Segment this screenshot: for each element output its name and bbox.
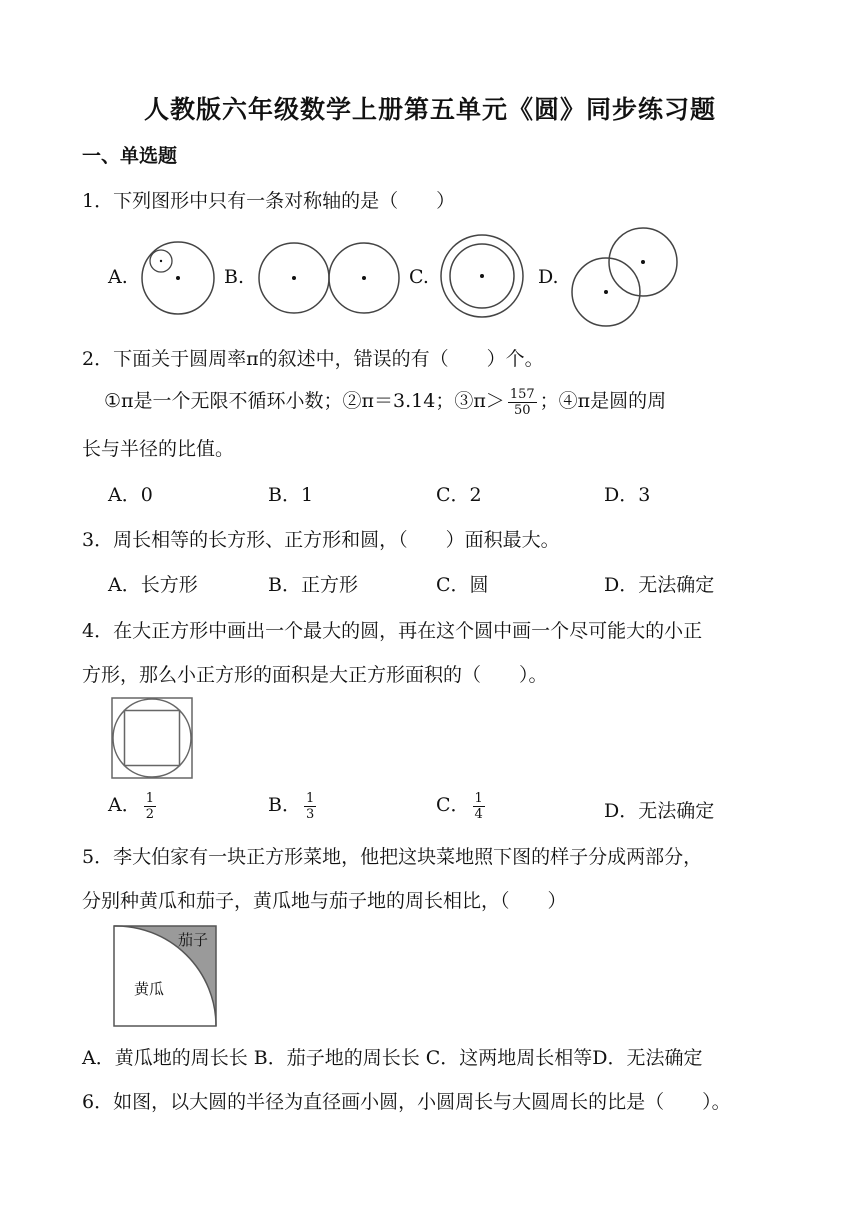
q6-stem: 6．如图，以大圆的半径为直径画小圆，小圆周长与大圆周长的比是（ ）。: [82, 1091, 731, 1113]
q2-fraction: [508, 387, 537, 418]
q3-option-b: B．正方形: [268, 574, 358, 596]
q2-statement-part-1: ①π是一个无限不循环小数；②π＝3.14；③π＞: [104, 390, 505, 412]
q4-option-a-denominator: 2: [145, 806, 155, 822]
q3-option-a: A．长方形: [108, 574, 198, 596]
q2-option-c: C．2: [436, 484, 482, 506]
q4-option-b-prefix: B．: [268, 794, 301, 816]
q5-eggplant-label: 茄子: [178, 931, 209, 949]
q1-figure-a: [138, 238, 218, 318]
q1-figure-c: [438, 232, 526, 320]
q4-option-c: [436, 790, 488, 822]
worksheet-title: 人教版六年级数学上册第五单元《圆》同步练习题: [143, 95, 716, 124]
q1-option-d-label: D.: [538, 266, 559, 288]
q4-option-a-numerator: 1: [145, 790, 155, 806]
q2-statements: [104, 386, 666, 418]
q4-option-b-fraction: [304, 791, 316, 822]
q4-option-c-numerator: 1: [474, 790, 483, 806]
q4-option-c-denominator: 4: [474, 806, 483, 822]
q1-option-c-label: C.: [409, 266, 429, 288]
q4-option-b-denominator: 3: [305, 806, 315, 822]
q4-option-c-prefix: C．: [436, 794, 470, 816]
q2-fraction-numerator: 157: [509, 386, 535, 402]
q4-option-b-numerator: 1: [305, 790, 315, 806]
q4-option-a-fraction: [144, 791, 156, 822]
q4-option-a-prefix: A．: [108, 794, 141, 816]
q1-figure-d: [566, 224, 682, 330]
section-heading: 一、单选题: [82, 145, 178, 167]
q3-option-d: D．无法确定: [604, 574, 715, 596]
q2-stem: 2．下面关于圆周率π的叙述中，错误的有（ ）个。: [82, 348, 544, 370]
q5-stem-line-1: 5．李大伯家有一块正方形菜地，他把这块菜地照下图的样子分成两部分，: [82, 846, 703, 868]
q1-option-a-label: A.: [108, 266, 128, 288]
q5-figure: [112, 924, 218, 1028]
q1-stem: 1．下列图形中只有一条对称轴的是（ ）: [82, 190, 456, 212]
q1-figure-b: [256, 240, 404, 316]
q2-option-d: D．3: [604, 484, 651, 506]
q4-stem-line-2: 方形，那么小正方形的面积是大正方形面积的（ ）。: [82, 664, 548, 686]
q5-cucumber-label: 黄瓜: [134, 980, 165, 998]
q5-options: A．黄瓜地的周长长 B．茄子地的周长长 C．这两地周长相等D．无法确定: [82, 1047, 703, 1069]
q2-statement-part-3: 长与半径的比值。: [82, 438, 235, 460]
q4-option-d: D．无法确定: [604, 800, 715, 822]
q4-option-b: [268, 790, 319, 822]
q2-statement-part-2: ；④π是圆的周: [539, 390, 667, 412]
q2-option-a: A．0: [108, 484, 153, 506]
q3-stem: 3．周长相等的长方形、正方形和圆，（ ）面积最大。: [82, 529, 560, 551]
q2-option-b: B．1: [268, 484, 314, 506]
q4-option-a: [108, 790, 159, 822]
q3-option-c: C．圆: [436, 574, 489, 596]
q4-stem-line-1: 4．在大正方形中画出一个最大的圆，再在这个圆中画一个尽可能大的小正: [82, 620, 703, 642]
q5-stem-line-2: 分别种黄瓜和茄子，黄瓜地与茄子地的周长相比，（ ）: [82, 890, 567, 912]
q1-option-b-label: B.: [224, 266, 245, 288]
q2-fraction-denominator: 50: [513, 402, 531, 418]
q4-figure: [110, 696, 194, 780]
q4-option-c-fraction: [473, 791, 485, 822]
